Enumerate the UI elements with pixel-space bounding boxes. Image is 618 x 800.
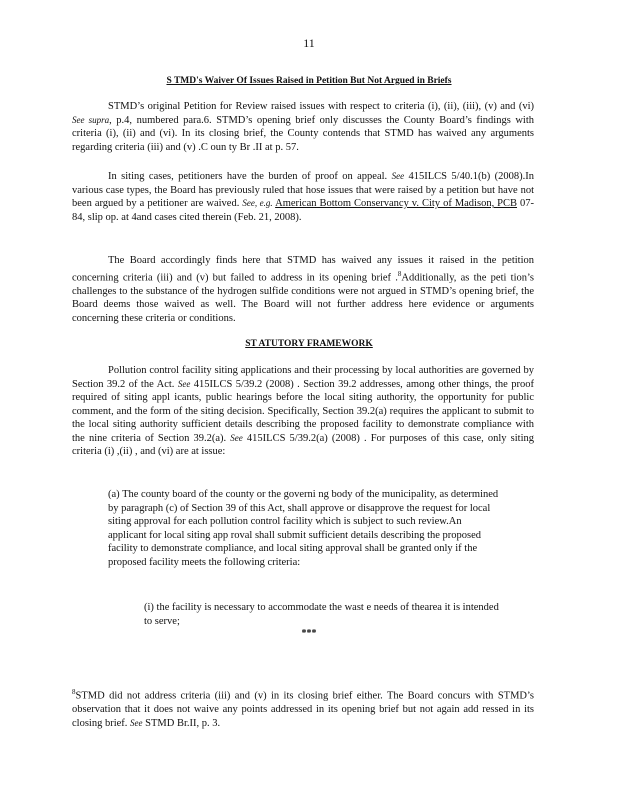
- section-heading-framework-text: ST ATUTORY FRAMEWORK: [245, 339, 373, 349]
- paragraph-text: Additionally, as the peti tion’s challenges to the substance of the hydrogen sulfide conditions were not argued in STMD’s opening brief, the Board deems those waived as well. The Board will not further address here evidence or arguments concerning these criteria or conditions.: [72, 272, 535, 324]
- footnote: [72, 686, 534, 730]
- paragraph-text: The Board accordingly finds here that STMD has waived any issues it raised in the petition concerning criteria (iii) and (v) but failed to address in its opening brief .: [72, 255, 534, 283]
- paragraph-text: 415ILCS 5/40.1(b) (2008).In various case types, the Board has previously ruled that hose issues that were raised by a petition but have not been argued by a petitioner are waived.: [72, 171, 535, 209]
- paragraph-text: 415ILCS 5/39.2(a) (2008) . For purposes of this case, only siting criteria (i) ,(ii) , and (vi) are at issue:: [72, 432, 534, 457]
- signal-see: See: [177, 378, 191, 389]
- section-heading-waiver: [0, 76, 618, 86]
- section-heading-framework: [0, 339, 618, 349]
- footnote-marker: 8: [397, 269, 402, 278]
- signal-see: See: [391, 171, 405, 181]
- signal-see-eg: See, e.g.: [242, 198, 273, 208]
- signal-see-supra: See supra: [72, 114, 110, 125]
- paragraph-statutory-framework: [72, 364, 534, 459]
- footnote-text: STMD did not address criteria (iii) and (v) in its closing brief either. The Board concurs with STMD’s observation that it does not waive any points addressed in its opening brief but not again add ressed in its closing brief.: [72, 690, 534, 729]
- footnote-number: 8: [72, 688, 76, 696]
- paragraph-text: STMD’s original Petition for Review raised issues with respect to criteria (i), (ii), (iii), (v) and (vi): [108, 101, 534, 112]
- paragraph-text: 07- 84, slip op. at 4and cases cited therein (Feb. 21, 2008).: [72, 198, 535, 223]
- paragraph-text: In siting cases, petitioners have the burden of proof on appeal.: [108, 171, 388, 182]
- paragraph-text: 415ILCS 5/39.2 (2008) . Section 39.2 addresses, among other things, the proof required of siting appl icants, public hearings before the local siting authority, the opportunity for public comment, and the form of the siting decision. Specifically, Section 39.2(a) requires the applicant to submit to the local siting authority sufficient details describing the proposed facility to demonstrate compliance with the nine criteria of Section 39.2(a).: [72, 378, 534, 444]
- paragraph-waiver-finding: [72, 254, 534, 325]
- block-quote-criterion-i: (i) the facility is necessary to accommodate the wast e needs of thearea it is intended to serve;: [144, 602, 499, 627]
- page-number: 11: [303, 36, 315, 50]
- section-heading-waiver-text: S TMD's Waiver Of Issues Raised in Petition But Not Argued in Briefs: [166, 76, 452, 86]
- footnote-text: STMD Br.II, p. 3.: [145, 717, 221, 729]
- block-quote-statute: (a) The county board of the county or the governi ng body of the municipality, as determined by paragraph (c) of Section 39 of this Act, shall approve or disapprove the request for local siting approval for each pollution control facility which is subject to such review.An applicant for local siting app roval shall submit sufficient details describing the proposed facility to demonstrate compliance, and local siting approval shall be granted only if the proposed facility meets the following criteria:: [108, 489, 499, 568]
- ellipsis-marker: ***: [301, 628, 317, 639]
- case-citation: American Bottom Conservancy v. City of Madison, PCB: [275, 198, 518, 209]
- paragraph-text: , p.4, numbered para.6. STMD’s opening brief only discusses the County Board’s findings with criteria (i), (ii) and (vi). In its closing brief, the County contends that STMD has waived any arguments regarding criteria (iii) and (v) .C oun ty Br .II at p. 57.: [72, 114, 535, 153]
- signal-see: See: [230, 432, 243, 443]
- paragraph-petition-criteria: [72, 100, 534, 154]
- paragraph-text: Pollution control facility siting applications and their processing by local authorities are governed by Section 39.2 of the Act.: [72, 365, 534, 390]
- paragraph-burden-of-proof: [72, 170, 534, 224]
- signal-see: See: [130, 717, 143, 728]
